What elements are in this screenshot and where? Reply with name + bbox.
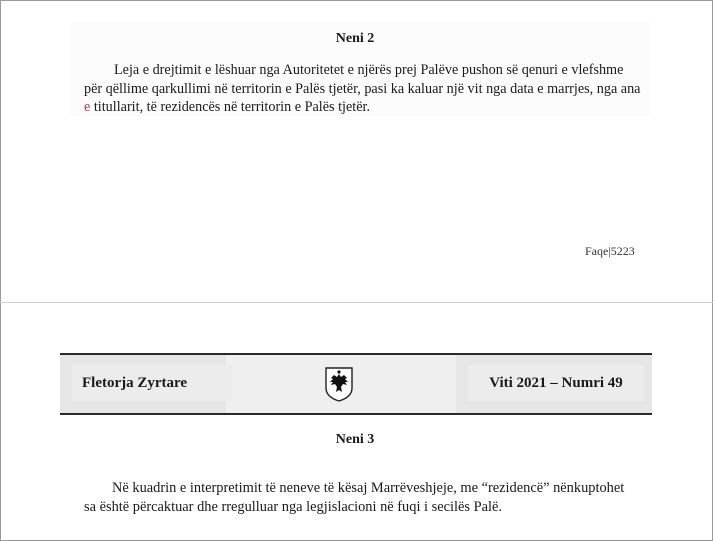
article-heading-3: Neni 3	[335, 432, 375, 447]
article-heading-2: Neni 2	[335, 31, 375, 46]
albanian-eagle-emblem-icon	[324, 366, 354, 402]
article-3-body	[84, 479, 624, 516]
page-number: Faqe|5223	[585, 244, 635, 258]
article-2-line-3: e titullarit, të rezidencës në territorin e Palës tjetër.	[84, 99, 371, 115]
gazette-title: Fletorja Zyrtare	[72, 365, 232, 401]
article-2-line-2: për qëllime qarkullimi në territorin e Palës tjetër, pasi ka kaluar një vit nga data e marrjes, nga ana	[84, 80, 641, 97]
article-3-line-1: Në kuadrin e interpretimit të neneve të kësaj Marrëveshjeje, me “rezidencë” nënkuptohet	[112, 480, 625, 496]
article-3-line-2: sa është përcaktuar dhe rregulluar nga legjislacioni në fuqi i secilës Palë.	[84, 498, 502, 515]
article-2-line-3-text: titullarit, të rezidencës në territorin e Palës tjetër.	[93, 99, 371, 115]
article-2-line-1: Leja e drejtimit e lëshuar nga Autoritetet e njërës prej Palëve pushon së qenuri e vlefshme	[114, 62, 624, 78]
article-2-body	[84, 61, 640, 117]
page-separator	[0, 302, 713, 303]
gazette-header-bar	[60, 353, 652, 415]
gazette-issue: Viti 2021 – Numri 49	[468, 365, 644, 401]
